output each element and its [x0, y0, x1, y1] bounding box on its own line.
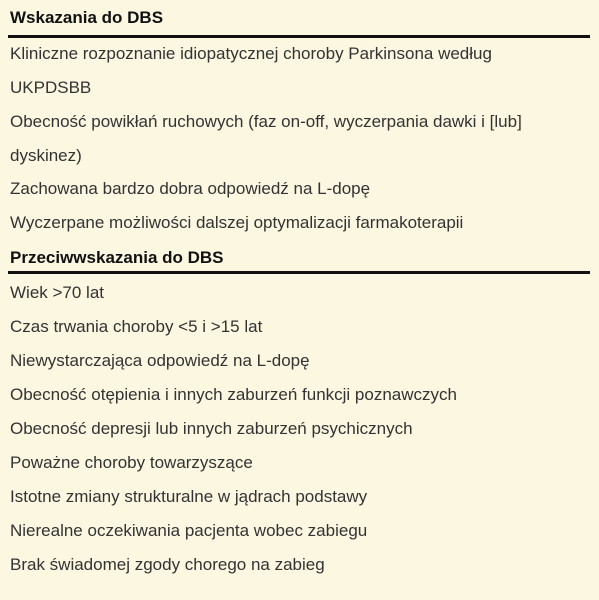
contraindication-item: Istotne zmiany strukturalne w jądrach podstawy [10, 487, 368, 506]
contraindication-item: Niewystarczająca odpowiedź na L-dopę [10, 351, 310, 370]
contraindication-item: Brak świadomej zgody chorego na zabieg [10, 555, 325, 574]
indication-item: Obecność powikłań ruchowych (faz on-off, wyczerpania dawki i [lub] [10, 112, 522, 131]
contraindication-item: Poważne choroby towarzyszące [10, 453, 253, 472]
indication-item: Zachowana bardzo dobra odpowiedź na L-dopę [10, 179, 371, 198]
contraindication-item: Obecność depresji lub innych zaburzeń psychicznych [10, 419, 413, 438]
indication-item: Kliniczne rozpoznanie idiopatycznej choroby Parkinsona według [10, 44, 492, 63]
contraindication-item: Obecność otępienia i innych zaburzeń funkcji poznawczych [10, 385, 457, 404]
indication-item: UKPDSBB [10, 78, 92, 97]
contraindication-item: Wiek >70 lat [10, 283, 105, 302]
indications-heading: Wskazania do DBS [10, 8, 164, 27]
contraindication-item: Czas trwania choroby <5 i >15 lat [10, 317, 263, 336]
indication-item: Wyczerpane możliwości dalszej optymalizacji farmakoterapii [10, 213, 464, 232]
indications-divider [8, 35, 590, 38]
indication-item: dyskinez) [10, 146, 82, 165]
contraindications-heading: Przeciwwskazania do DBS [10, 248, 224, 267]
contraindications-divider [8, 271, 590, 274]
contraindication-item: Nierealne oczekiwania pacjenta wobec zabiegu [10, 521, 368, 540]
